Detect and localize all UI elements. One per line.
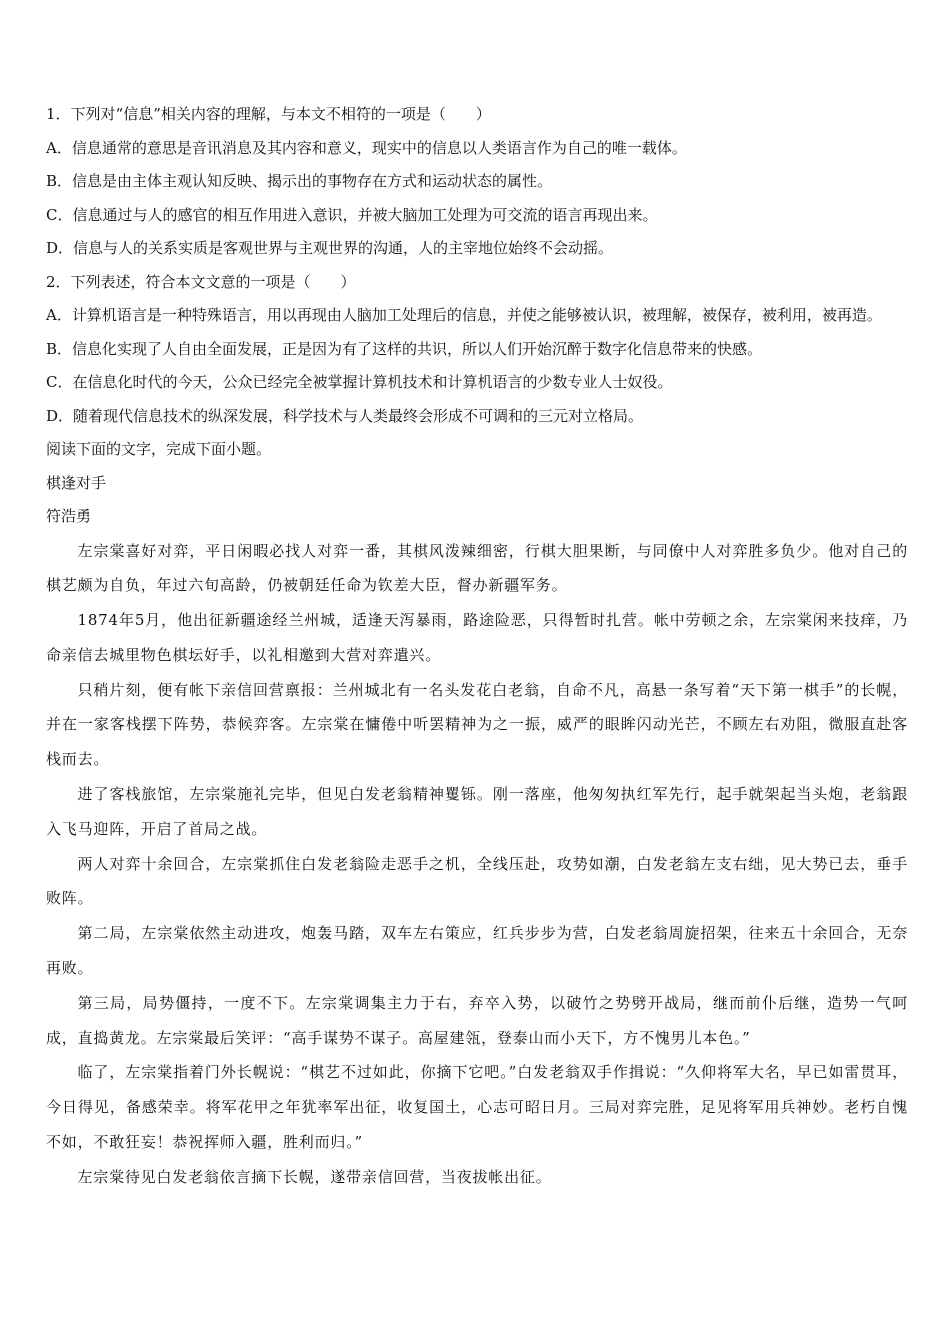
story-paragraph: 第二局，左宗棠依然主动进攻，炮轰马踏，双车左右策应，红兵步步为营，白发老翁周旋招架，往来五十余回合，无奈再败。 <box>46 924 908 978</box>
story-paragraph: 左宗棠喜好对弈，平日闲暇必找人对弈一番，其棋风泼辣细密，行棋大胆果断，与同僚中人对弈胜多负少。他对自己的棋艺颇为自负，年过六旬高龄，仍被朝廷任命为钦差大臣，督办新疆军务。 <box>46 541 908 595</box>
story-paragraph: 进了客栈旅馆，左宗棠施礼完毕，但见白发老翁精神矍铄。刚一落座，他匆匆执红军先行，起手就架起当头炮，老翁跟入飞马迎阵，开启了首局之战。 <box>46 785 908 838</box>
question-1-option-a: A．信息通常的意思是音讯消息及其内容和意义，现实中的信息以人类语言作为自己的唯一载体。 <box>46 138 687 157</box>
question-2-option-b: B．信息化实现了人自由全面发展，正是因为有了这样的共识，所以人们开始沉醉于数字化信息带来的快感。 <box>46 339 763 358</box>
story-title: 棋逢对手 <box>46 473 107 492</box>
question-2-option-c: C．在信息化时代的今天，公众已经完全被掌握计算机技术和计算机语言的少数专业人士奴役。 <box>46 373 673 391</box>
question-1-option-d: D．信息与人的关系实质是客观世界与主观世界的沟通，人的主宰地位始终不会动摇。 <box>46 239 614 257</box>
story-paragraph: 两人对弈十余回合，左宗棠抓住白发老翁险走恶手之机，全线压赴，攻势如潮，白发老翁左支右绌，见大势已去，垂手败阵。 <box>46 854 908 908</box>
story-paragraph: 第三局，局势僵持，一度不下。左宗棠调集主力于右，弃卒入势，以破竹之势劈开战局，继而前仆后继，造势一气呵成，直捣黄龙。左宗棠最后笑评：“高手谋势不谋子。高屋建瓴，登泰山而小天下，方不愧男儿本色。” <box>46 993 908 1047</box>
question-2-stem: 2．下列表述，符合本文文意的一项是（ ） <box>46 272 356 291</box>
document-page <box>46 98 908 1195</box>
story-body <box>46 534 908 1195</box>
question-2 <box>46 266 908 434</box>
question-1-option-b: B．信息是由主体主观认知反映、揭示出的事物存在方式和运动状态的属性。 <box>46 172 553 190</box>
question-1-option-c: C．信息通过与人的感官的相互作用进入意识，并被大脑加工处理为可交流的语言再现出来。 <box>46 205 658 224</box>
story-author: 符浩勇 <box>46 507 92 525</box>
story-paragraph: 左宗棠待见白发老翁依言摘下长幌，遂带亲信回营，当夜拔帐出征。 <box>77 1167 552 1186</box>
question-1 <box>46 98 908 266</box>
question-2-option-d: D．随着现代信息技术的纵深发展，科学技术与人类最终会形成不可调和的三元对立格局。 <box>46 406 644 425</box>
question-1-stem: 1．下列对“信息”相关内容的理解，与本文不相符的一项是（ ） <box>46 105 491 123</box>
story-paragraph: 只稍片刻，便有帐下亲信回营禀报：兰州城北有一名头发花白老翁，自命不凡，高悬一条写着“天下第一棋手”的长幌，并在一家客栈摆下阵势，恭候弈客。左宗棠在慵倦中听罢精神为之一振，威严的眼眸闪动光芒，不顾左右劝阻，微服直赴客栈而去。 <box>46 680 908 769</box>
story-paragraph: 1874年5月，他出征新疆途经兰州城，适逢天泻暴雨，路途险恶，只得暂时扎营。帐中劳顿之余，左宗棠闲来技痒，乃命亲信去城里物色棋坛好手，以礼相邀到大营对弈遣兴。 <box>46 611 908 664</box>
story-paragraph: 临了，左宗棠指着门外长幌说：“棋艺不过如此，你摘下它吧。”白发老翁双手作揖说：“久仰将军大名，早已如雷贯耳，今日得见，备感荣幸。将军花甲之年犹率军出征，收复国土，心志可昭日月。三局对弈完胜，足见将军用兵神妙。老朽自愧不如，不敢狂妄！恭祝挥师入疆，胜利而归。” <box>46 1063 908 1152</box>
question-2-option-a: A．计算机语言是一种特殊语言，用以再现由人脑加工处理后的信息，并使之能够被认识，被理解，被保存，被利用，被再造。 <box>46 306 882 324</box>
reading-instruction: 阅读下面的文字，完成下面小题。 <box>46 440 272 458</box>
